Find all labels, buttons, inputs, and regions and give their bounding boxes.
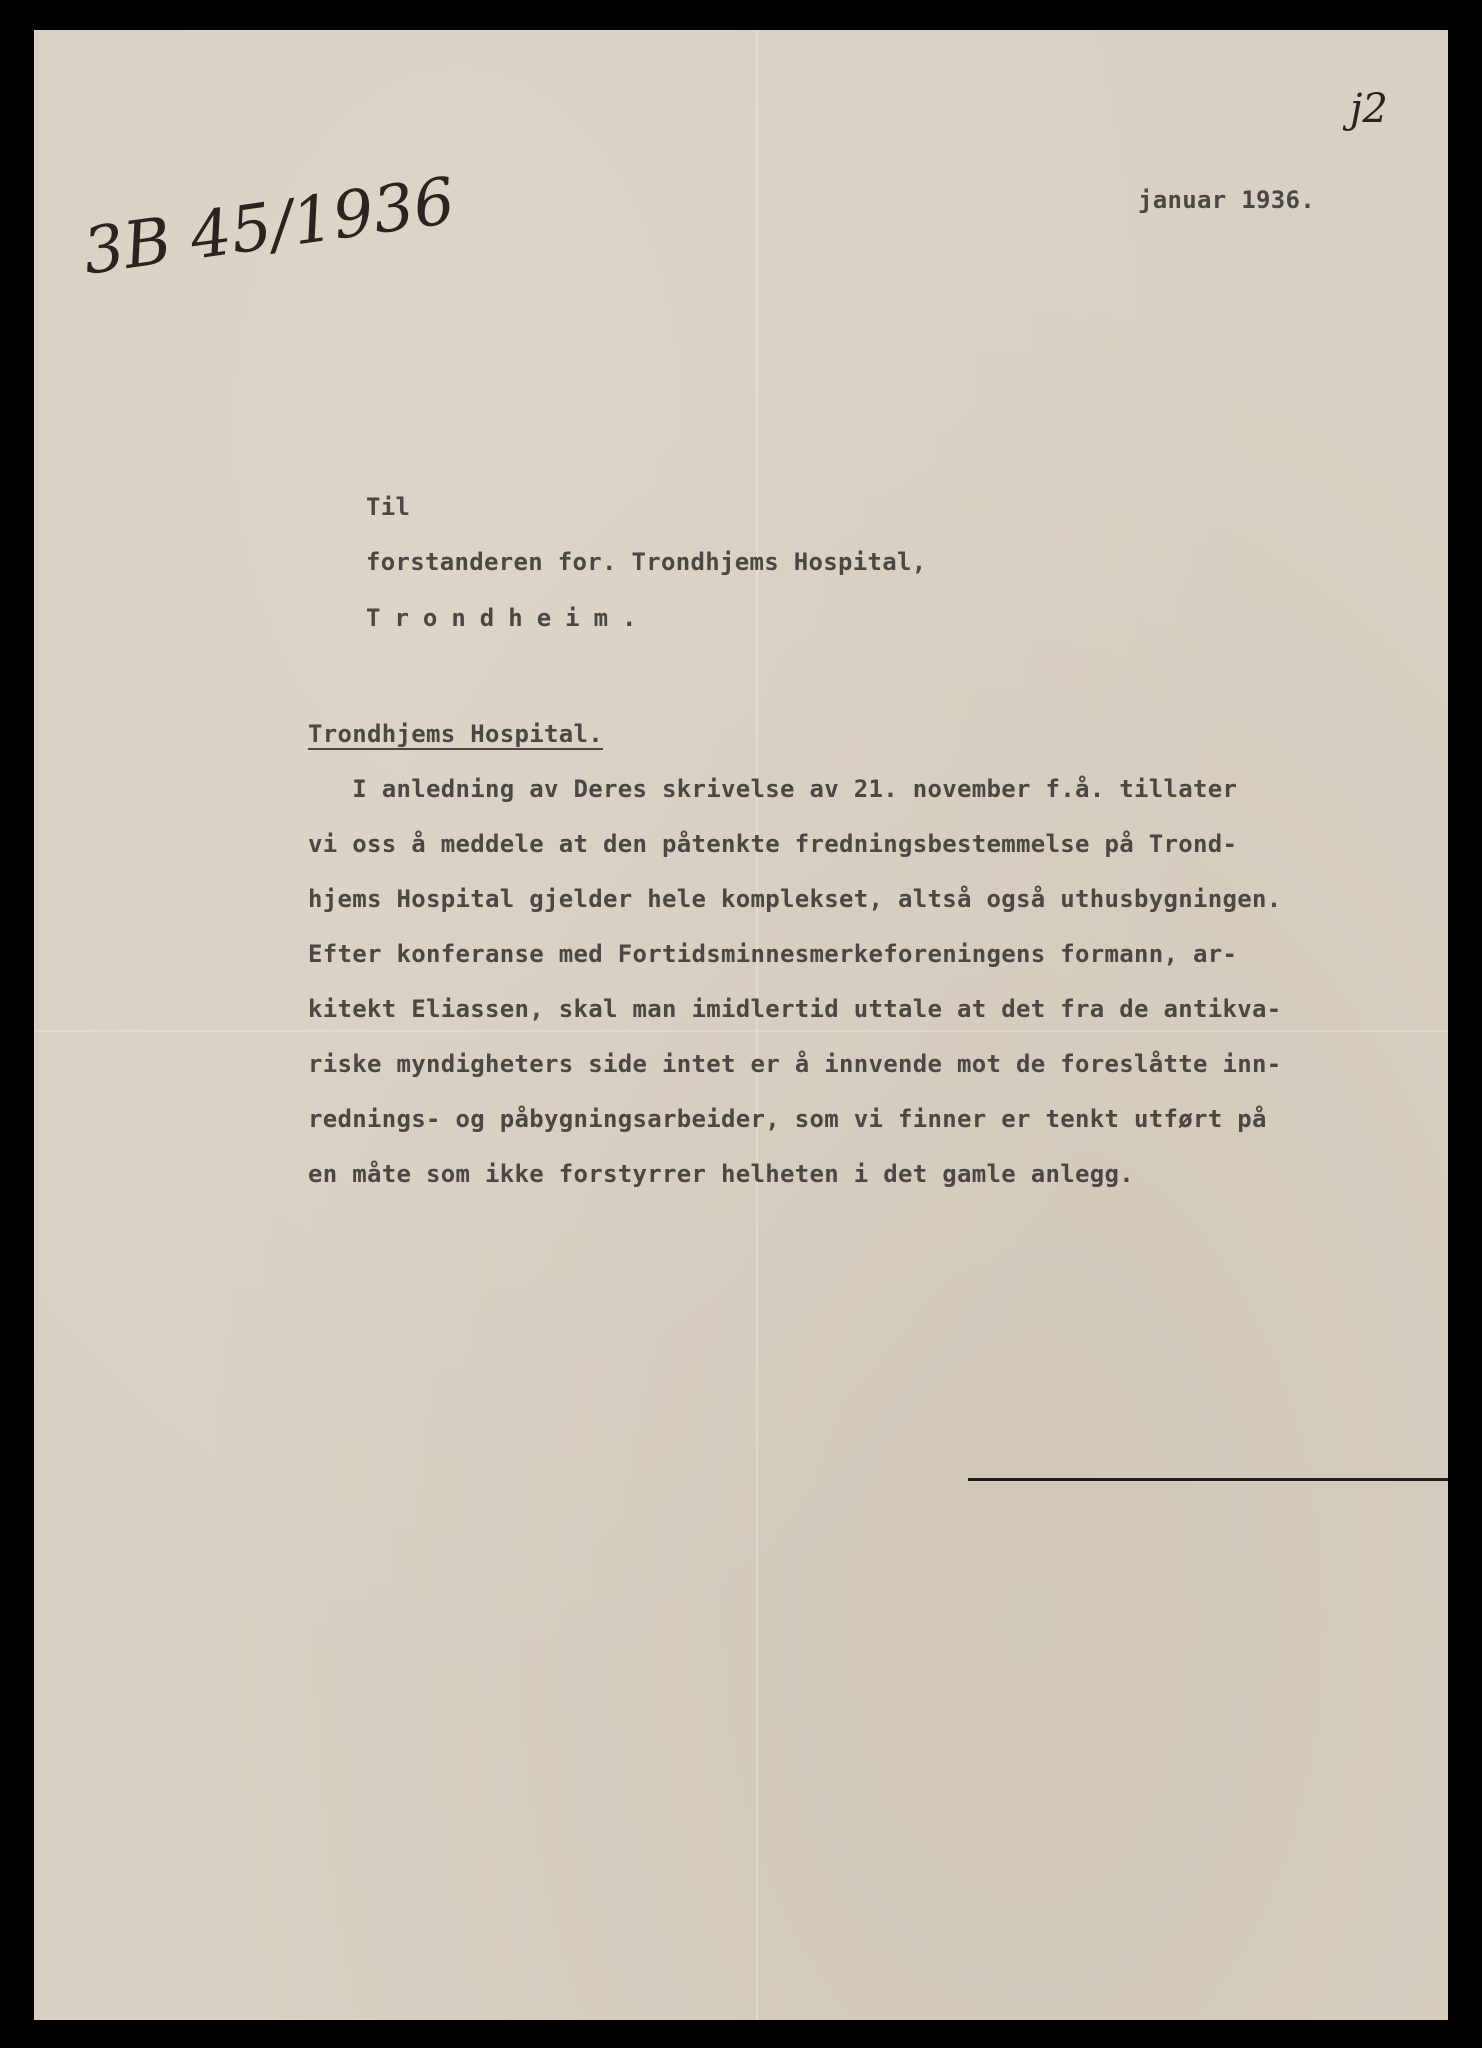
body-line: kitekt Eliassen, skal man imidlertid uttale at det fra de antikva- [308, 995, 1282, 1023]
fold-crease-vertical [756, 30, 758, 2020]
body-line: hjems Hospital gjelder hele komplekset, altså også uthusbygningen. [308, 885, 1282, 913]
recipient-city: Trondheim. [366, 604, 651, 632]
body-line: rednings- og påbygningsarbeider, som vi finner er tenkt utført på [308, 1105, 1267, 1133]
fold-crease-horizontal [34, 1030, 1448, 1032]
letter-subject: Trondhjems Hospital. [308, 720, 603, 748]
handwritten-reference-number: 3B 45/1936 [78, 164, 460, 290]
handwritten-corner-mark: j2 [1350, 86, 1388, 132]
salutation: Til [366, 493, 411, 521]
recipient-name: forstanderen for. Trondhjems Hospital, [366, 548, 927, 576]
letter-page [34, 30, 1448, 2020]
body-line: I anledning av Deres skrivelse av 21. november f.å. tillater [308, 775, 1238, 803]
body-line: riske myndigheters side intet er å innvende mot de foreslåtte inn- [308, 1050, 1282, 1078]
body-line: vi oss å meddele at den påtenkte fredningsbestemmelse på Trond- [308, 830, 1238, 858]
body-line: en måte som ikke forstyrrer helheten i det gamle anlegg. [308, 1160, 1134, 1188]
signature-line [968, 1478, 1448, 1481]
letter-date: januar 1936. [1138, 186, 1315, 214]
body-line: Efter konferanse med Fortidsminnesmerkeforeningens formann, ar- [308, 940, 1238, 968]
